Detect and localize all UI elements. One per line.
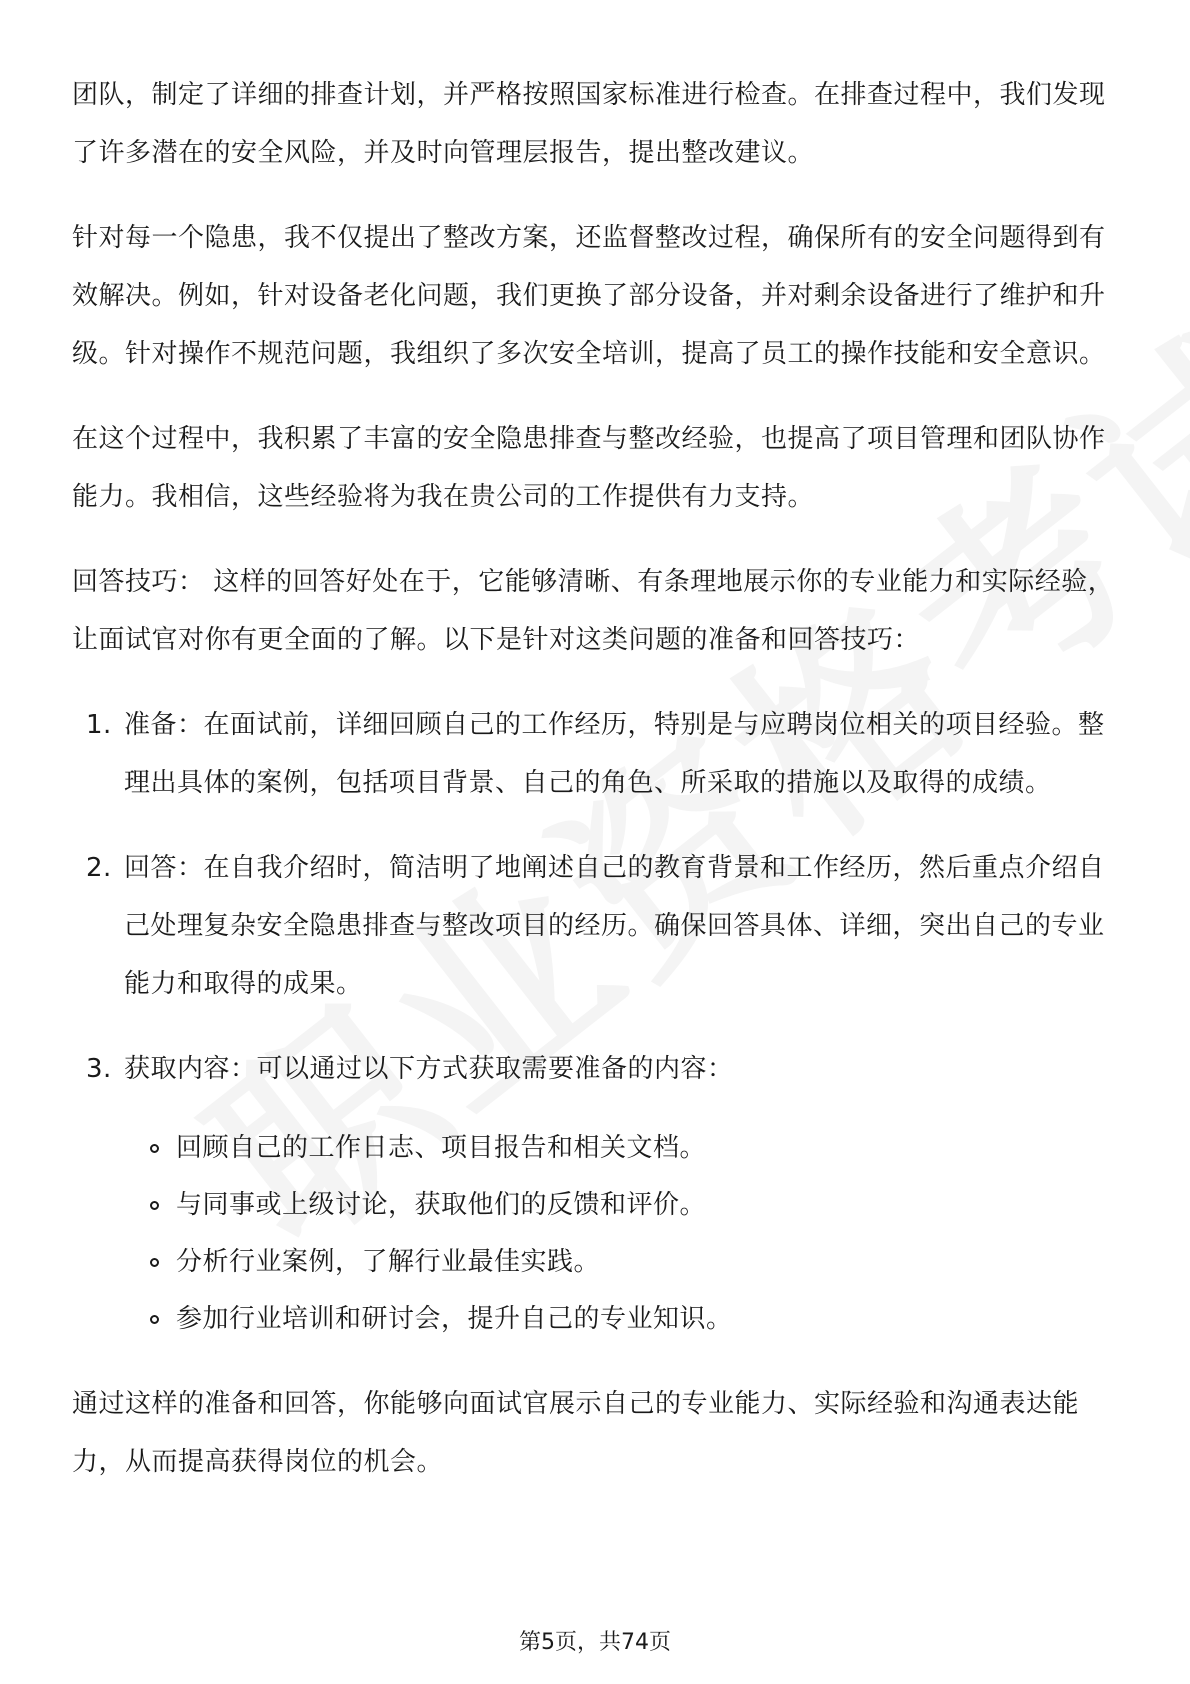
circle-bullet-icon (150, 1258, 159, 1267)
sub-list-item (124, 1120, 1122, 1177)
list-item (72, 839, 1122, 1013)
paragraph-answer-tips: 回答技巧： 这样的回答好处在于，它能够清晰、有条理地展示你的专业能力和实际经验，让面试官对你有更全面的了解。以下是针对这类问题的准备和回答技巧： (72, 567, 1115, 655)
list-item (72, 1040, 1122, 1348)
paragraph-rectification: 针对每一个隐患，我不仅提出了整改方案，还监督整改过程，确保所有的安全问题得到有效解决。例如，针对设备老化问题，我们更换了部分设备，并对剩余设备进行了维护和升级。针对操作不规范问题，我组织了多次安全培训，提高了员工的操作技能和安全意识。 (72, 223, 1106, 369)
list-number: 2. (86, 853, 112, 883)
list-item-text: 回答：在自我介绍时，简洁明了地阐述自己的教育背景和工作经历，然后重点介绍自己处理复杂安全隐患排查与整改项目的经历。确保回答具体、详细，突出自己的专业能力和取得的成果。 (124, 853, 1105, 999)
list-item-text: 准备：在面试前，详细回顾自己的工作经历，特别是与应聘岗位相关的项目经验。整理出具体的案例，包括项目背景、自己的角色、所采取的措施以及取得的成绩。 (124, 710, 1105, 798)
sub-list-item-text: 与同事或上级讨论，获取他们的反馈和评价。 (176, 1190, 707, 1220)
paragraph-closing: 通过这样的准备和回答，你能够向面试官展示自己的专业能力、实际经验和沟通表达能力，从而提高获得岗位的机会。 (72, 1389, 1080, 1477)
list-number: 3. (86, 1054, 112, 1084)
sub-list-item (124, 1177, 1122, 1234)
page-footer: 第5页，共74页 (519, 1630, 671, 1655)
sub-list-item-text: 分析行业案例，了解行业最佳实践。 (176, 1247, 601, 1277)
circle-bullet-icon (150, 1144, 159, 1153)
content-sources-list (124, 1120, 1122, 1348)
sub-list-item (124, 1291, 1122, 1348)
circle-bullet-icon (150, 1201, 159, 1210)
sub-list-item-text: 回顾自己的工作日志、项目报告和相关文档。 (176, 1133, 707, 1163)
sub-list-item-text: 参加行业培训和研讨会，提升自己的专业知识。 (176, 1304, 733, 1334)
list-item (72, 696, 1122, 812)
page-content (72, 66, 1122, 1518)
paragraph-team-plan: 团队，制定了详细的排查计划，并严格按照国家标准进行检查。在排查过程中，我们发现了许多潜在的安全风险，并及时向管理层报告，提出整改建议。 (72, 80, 1106, 168)
list-item-text: 获取内容：可以通过以下方式获取需要准备的内容： (124, 1054, 734, 1084)
list-number: 1. (86, 710, 112, 740)
circle-bullet-icon (150, 1315, 159, 1324)
tips-ordered-list (72, 696, 1122, 1348)
paragraph-experience: 在这个过程中，我积累了丰富的安全隐患排查与整改经验，也提高了项目管理和团队协作能力。我相信，这些经验将为我在贵公司的工作提供有力支持。 (72, 424, 1106, 512)
sub-list-item (124, 1234, 1122, 1291)
